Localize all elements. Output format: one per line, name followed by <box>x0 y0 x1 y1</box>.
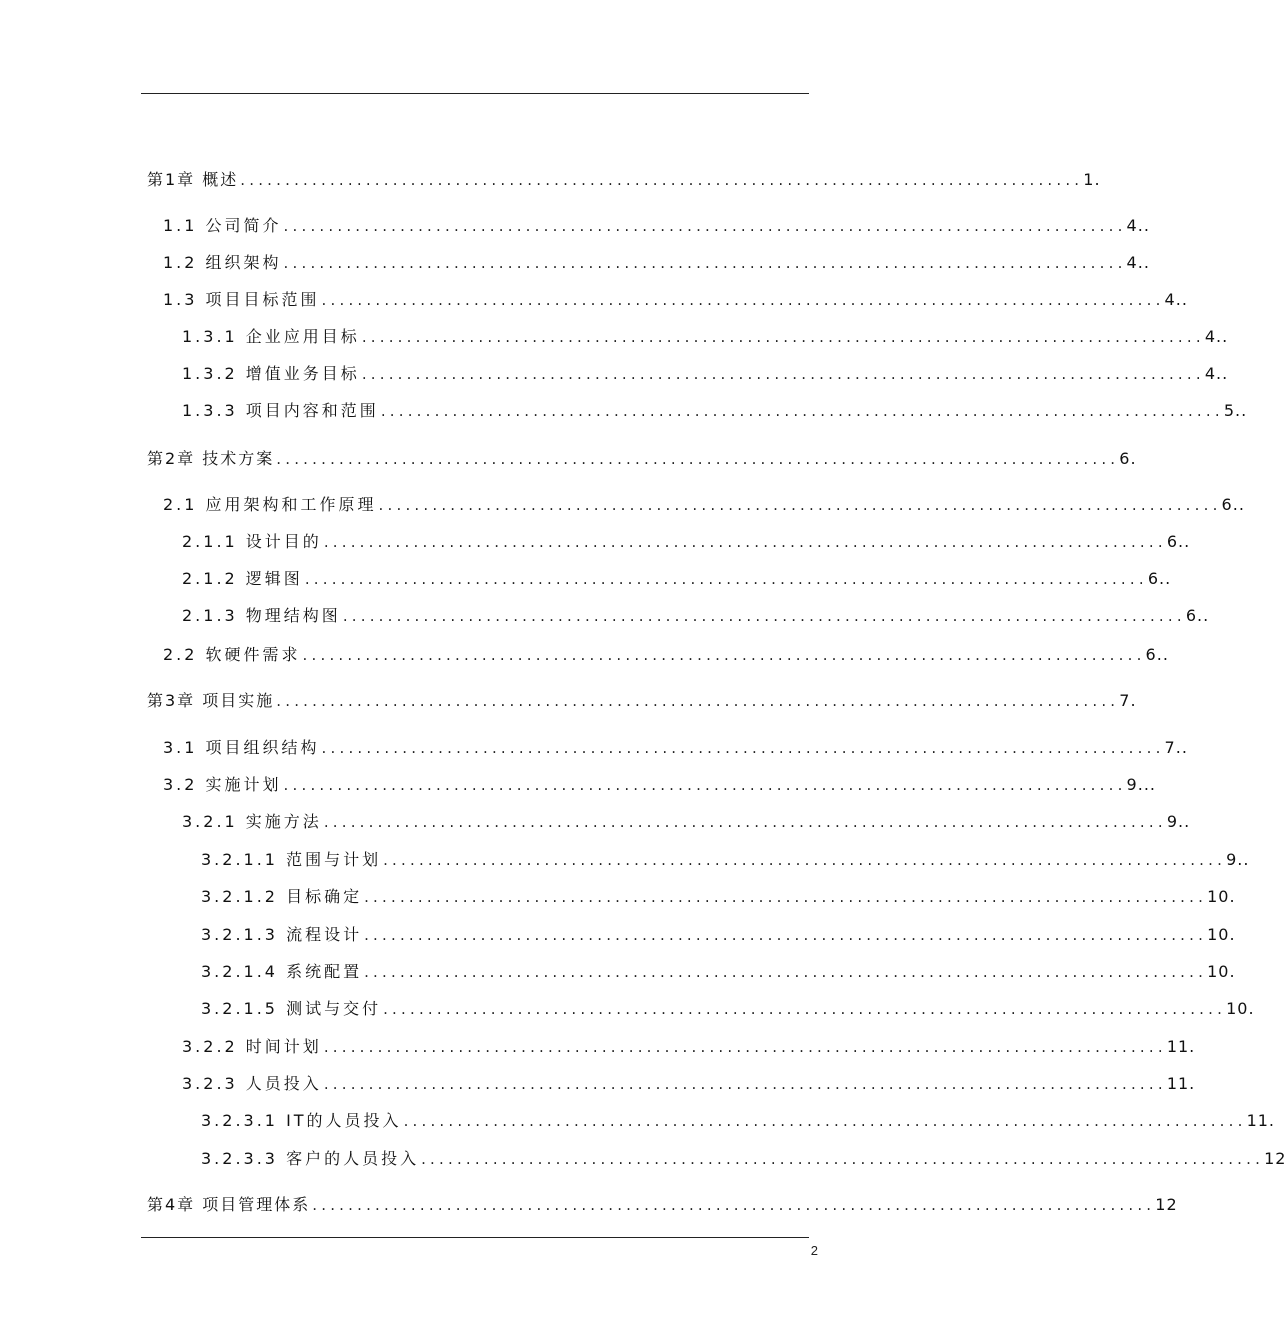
toc-entry[interactable] <box>147 689 1137 713</box>
toc-entry-title: 1.3.3 项目内容和范围 <box>182 401 379 420</box>
toc-entry-title: 3.2.2 时间计划 <box>182 1037 322 1056</box>
toc-entry-title: 3.2.3 人员投入 <box>182 1074 322 1093</box>
toc-entry-page: 10. <box>1226 999 1255 1018</box>
toc-entry-page: 7.. <box>1164 738 1188 757</box>
toc-entry-page: 6.. <box>1147 569 1172 588</box>
toc-entry-page: 6. <box>1119 449 1137 468</box>
toc-entry-title: 3.2.1 实施方法 <box>182 812 322 831</box>
toc-leader-dots: .............................................................................................. <box>312 1196 1156 1214</box>
toc-entry[interactable] <box>182 1035 1196 1059</box>
toc-leader-dots: .............................................................................................. <box>421 1150 1265 1168</box>
toc-entry-page: 7. <box>1119 691 1137 710</box>
toc-leader-dots: .............................................................................................. <box>323 533 1167 551</box>
toc-leader-dots: .............................................................................................. <box>304 570 1148 588</box>
toc-entry-page: 10. <box>1207 962 1236 981</box>
toc-entry-title: 1.1 公司简介 <box>163 216 282 235</box>
toc-leader-dots: .............................................................................................. <box>323 1038 1167 1056</box>
toc-leader-dots: .............................................................................................. <box>378 496 1222 514</box>
toc-leader-dots: .............................................................................................. <box>364 888 1208 906</box>
toc-entry-page: 1. <box>1083 170 1101 189</box>
toc-leader-dots: .............................................................................................. <box>283 217 1127 235</box>
toc-entry[interactable] <box>163 288 1188 312</box>
toc-entry-title: 2.1.1 设计目的 <box>182 532 322 551</box>
toc-entry[interactable] <box>182 604 1210 628</box>
toc-entry[interactable] <box>163 643 1169 667</box>
toc-entry[interactable] <box>163 773 1156 797</box>
toc-entry[interactable] <box>163 736 1188 760</box>
toc-entry-title: 1.2 组织架构 <box>163 253 282 272</box>
toc-entry-title: 3.2.3.3 客户的人员投入 <box>201 1149 420 1168</box>
toc-entry-title: 3.2.1.2 目标确定 <box>201 887 363 906</box>
footer-rule <box>141 1237 809 1238</box>
toc-leader-dots: .............................................................................................. <box>240 171 1084 189</box>
toc-entry[interactable] <box>182 399 1248 423</box>
toc-entry-page: 6.. <box>1145 645 1169 664</box>
toc-leader-dots: .............................................................................................. <box>321 739 1165 757</box>
toc-leader-dots: .............................................................................................. <box>321 291 1165 309</box>
toc-entry-page: 4.. <box>1126 253 1150 272</box>
toc-entry-title: 1.3.1 企业应用目标 <box>182 327 360 346</box>
toc-leader-dots: .............................................................................................. <box>323 1075 1167 1093</box>
toc-entry[interactable] <box>163 214 1150 238</box>
toc-entry[interactable] <box>201 1147 1286 1171</box>
toc-entry[interactable] <box>201 923 1236 947</box>
toc-entry-page: 9.. <box>1226 850 1250 869</box>
toc-leader-dots: .............................................................................................. <box>383 851 1227 869</box>
toc-entry-page: 5.. <box>1223 401 1248 420</box>
toc-entry-page: 6.. <box>1185 606 1210 625</box>
toc-entry[interactable] <box>147 168 1101 192</box>
toc-entry-title: 3.2.1.3 流程设计 <box>201 925 363 944</box>
toc-entry[interactable] <box>182 1072 1196 1096</box>
toc-entry-title: 第1章 概述 <box>147 170 239 189</box>
toc-entry-title: 3.1 项目组织结构 <box>163 738 320 757</box>
toc-entry[interactable] <box>201 885 1236 909</box>
toc-entry-page: 9... <box>1126 775 1156 794</box>
toc-entry[interactable] <box>182 810 1191 834</box>
toc-entry-page: 12 <box>1155 1195 1178 1214</box>
toc-entry-title: 3.2 实施计划 <box>163 775 282 794</box>
toc-leader-dots: .............................................................................................. <box>403 1112 1247 1130</box>
toc-leader-dots: .............................................................................................. <box>361 365 1205 383</box>
toc-leader-dots: .............................................................................................. <box>283 254 1127 272</box>
toc-entry-page: 6.. <box>1166 532 1191 551</box>
toc-leader-dots: .............................................................................................. <box>276 450 1120 468</box>
toc-entry-title: 第3章 项目实施 <box>147 691 275 710</box>
toc-entry-page: 9.. <box>1166 812 1191 831</box>
toc-entry[interactable] <box>147 1193 1178 1217</box>
toc-entry-title: 3.2.1.1 范围与计划 <box>201 850 382 869</box>
toc-entry[interactable] <box>201 848 1250 872</box>
toc-entry-title: 第2章 技术方案 <box>147 449 275 468</box>
toc-entry[interactable] <box>182 567 1172 591</box>
toc-entry[interactable] <box>163 493 1245 517</box>
toc-entry-page: 10. <box>1207 925 1236 944</box>
toc-entry[interactable] <box>182 530 1191 554</box>
toc-entry[interactable] <box>182 362 1229 386</box>
toc-entry-title: 2.1 应用架构和工作原理 <box>163 495 377 514</box>
page-number: 2 <box>810 1243 818 1258</box>
toc-entry-page: 4.. <box>1126 216 1150 235</box>
toc-entry-title: 2.1.3 物理结构图 <box>182 606 341 625</box>
toc-entry-title: 2.1.2 逻辑图 <box>182 569 303 588</box>
toc-entry[interactable] <box>163 251 1150 275</box>
toc-leader-dots: .............................................................................................. <box>383 1000 1227 1018</box>
toc-entry[interactable] <box>201 960 1236 984</box>
toc-entry-page: 11. <box>1166 1037 1196 1056</box>
toc-entry[interactable] <box>182 325 1229 349</box>
toc-leader-dots: .............................................................................................. <box>323 813 1167 831</box>
toc-entry[interactable] <box>201 997 1255 1021</box>
toc-entry-page: 4.. <box>1204 364 1229 383</box>
toc-entry-title: 第4章 项目管理体系 <box>147 1195 311 1214</box>
toc-entry-page: 11. <box>1246 1111 1276 1130</box>
toc-leader-dots: .............................................................................................. <box>380 402 1224 420</box>
toc-entry-title: 3.2.1.4 系统配置 <box>201 962 363 981</box>
toc-leader-dots: .............................................................................................. <box>364 926 1208 944</box>
toc-entry[interactable] <box>147 447 1137 471</box>
toc-entry-page: 12 <box>1264 1149 1286 1168</box>
toc-entry-title: 1.3.2 增值业务目标 <box>182 364 360 383</box>
toc-leader-dots: .............................................................................................. <box>364 963 1208 981</box>
toc-leader-dots: .............................................................................................. <box>302 646 1146 664</box>
toc-entry-title: 3.2.3.1 IT的人员投入 <box>201 1111 402 1130</box>
toc-leader-dots: .............................................................................................. <box>361 328 1205 346</box>
toc-leader-dots: .............................................................................................. <box>276 692 1120 710</box>
toc-leader-dots: .............................................................................................. <box>342 607 1186 625</box>
toc-entry-title: 3.2.1.5 测试与交付 <box>201 999 382 1018</box>
toc-entry[interactable] <box>201 1109 1276 1133</box>
toc-entry-page: 11. <box>1166 1074 1196 1093</box>
toc-entry-page: 6.. <box>1221 495 1245 514</box>
toc-entry-title: 2.2 软硬件需求 <box>163 645 301 664</box>
toc-entry-page: 4.. <box>1204 327 1229 346</box>
toc-entry-page: 10. <box>1207 887 1236 906</box>
toc-entry-title: 1.3 项目目标范围 <box>163 290 320 309</box>
toc-leader-dots: .............................................................................................. <box>283 776 1127 794</box>
toc-entry-page: 4.. <box>1164 290 1188 309</box>
